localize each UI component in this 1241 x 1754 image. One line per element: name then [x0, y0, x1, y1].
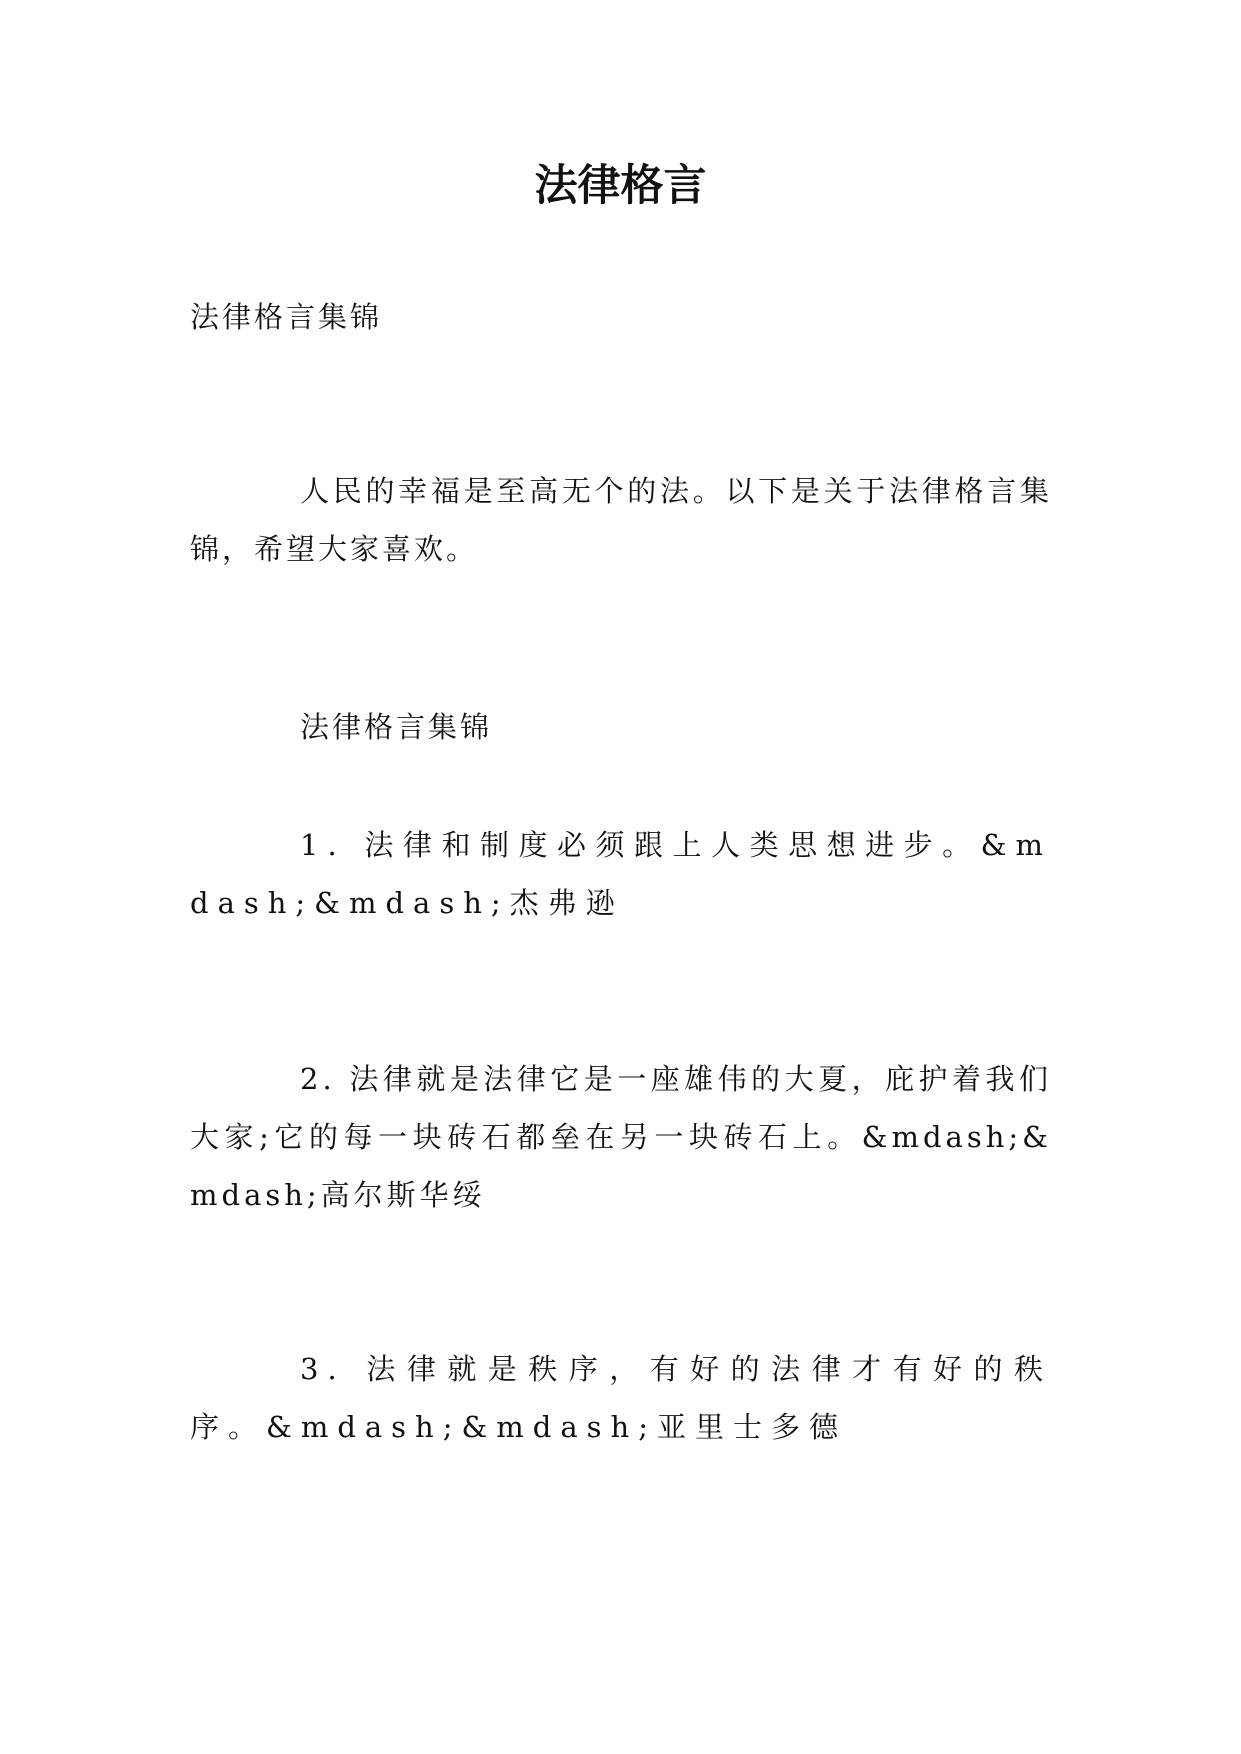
quote-item: 1. 法律和制度必须跟上人类思想进步。&mdash;&mdash;杰弗逊 [190, 828, 1052, 920]
quote-item: 2. 法律就是法律它是一座雄伟的大夏，庇护着我们大家;它的每一块砖石都垒在另一块砖石上。&mdash;&mdash;高尔斯华绥 [190, 1062, 1052, 1212]
section-heading: 法律格言集锦 [300, 710, 493, 744]
document-subtitle: 法律格言集锦 [190, 300, 383, 334]
intro-paragraph: 人民的幸福是至高无个的法。以下是关于法律格言集锦，希望大家喜欢。 [190, 474, 1052, 566]
quote-item: 3. 法律就是秩序，有好的法律才有好的秩序。&mdash;&mdash;亚里士多德 [190, 1352, 1052, 1444]
document-title: 法律格言 [534, 161, 707, 211]
